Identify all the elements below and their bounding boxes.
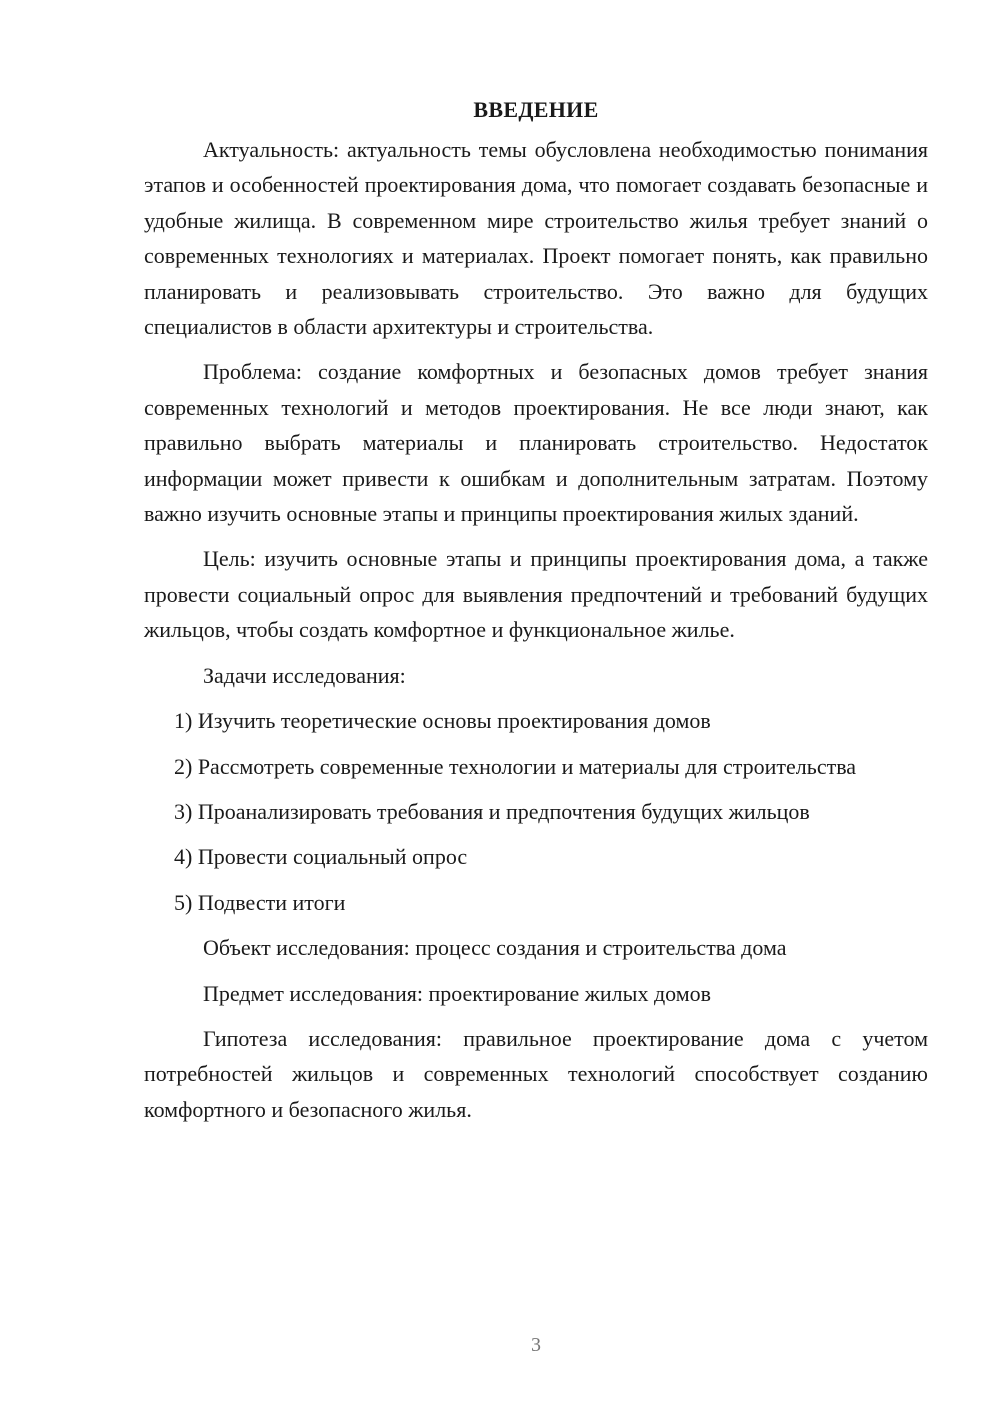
- object-paragraph: Объект исследования: процесс создания и строительства дома: [203, 935, 787, 961]
- subject-paragraph: Предмет исследования: проектирование жилых домов: [203, 980, 712, 1006]
- hypothesis-paragraph: Гипотеза исследования: правильное проектирование дома с учетом потребностей жильцов и современных технологий способствует созданию комфортного и безопасного жилья.: [144, 1025, 928, 1122]
- goal-paragraph: Цель: изучить основные этапы и принципы проектирования дома, а также провести социальный опрос для выявления предпочтений и требований будущих жильцов, чтобы создать комфортное и функциональное жилье.: [144, 546, 928, 643]
- task-item-1: 1) Изучить теоретические основы проектирования домов: [174, 708, 711, 734]
- tasks-heading: Задачи исследования:: [203, 662, 406, 688]
- problem-paragraph: Проблема: создание комфортных и безопасных домов требует знания современных технологий и методов проектирования. Не все люди знают, как правильно выбрать материалы и планировать строительство. Недостаток информации может привести к ошибкам и дополнительным затратам. Поэтому важно изучить основные этапы и принципы проектирования жилых зданий.: [144, 359, 928, 527]
- relevance-paragraph: Актуальность: актуальность темы обусловлена необходимостью понимания этапов и особенностей проектирования дома, что помогает создавать безопасные и удобные жилища. В современном мире строительство жилья требует знаний о современных технологиях и материалах. Проект помогает понять, как правильно планировать и реализовывать строительство. Это важно для будущих специалистов в области архитектуры и строительства.: [144, 137, 928, 340]
- task-item-3: 3) Проанализировать требования и предпочтения будущих жильцов: [174, 798, 810, 824]
- task-item-5: 5) Подвести итоги: [174, 889, 346, 915]
- page-title: ВВЕДЕНИЕ: [473, 97, 599, 122]
- task-item-4: 4) Провести социальный опрос: [174, 844, 468, 870]
- document-page: [144, 92, 928, 1137]
- page-number: 3: [531, 1334, 541, 1356]
- task-item-2: 2) Рассмотреть современные технологии и материалы для строительства: [174, 753, 857, 779]
